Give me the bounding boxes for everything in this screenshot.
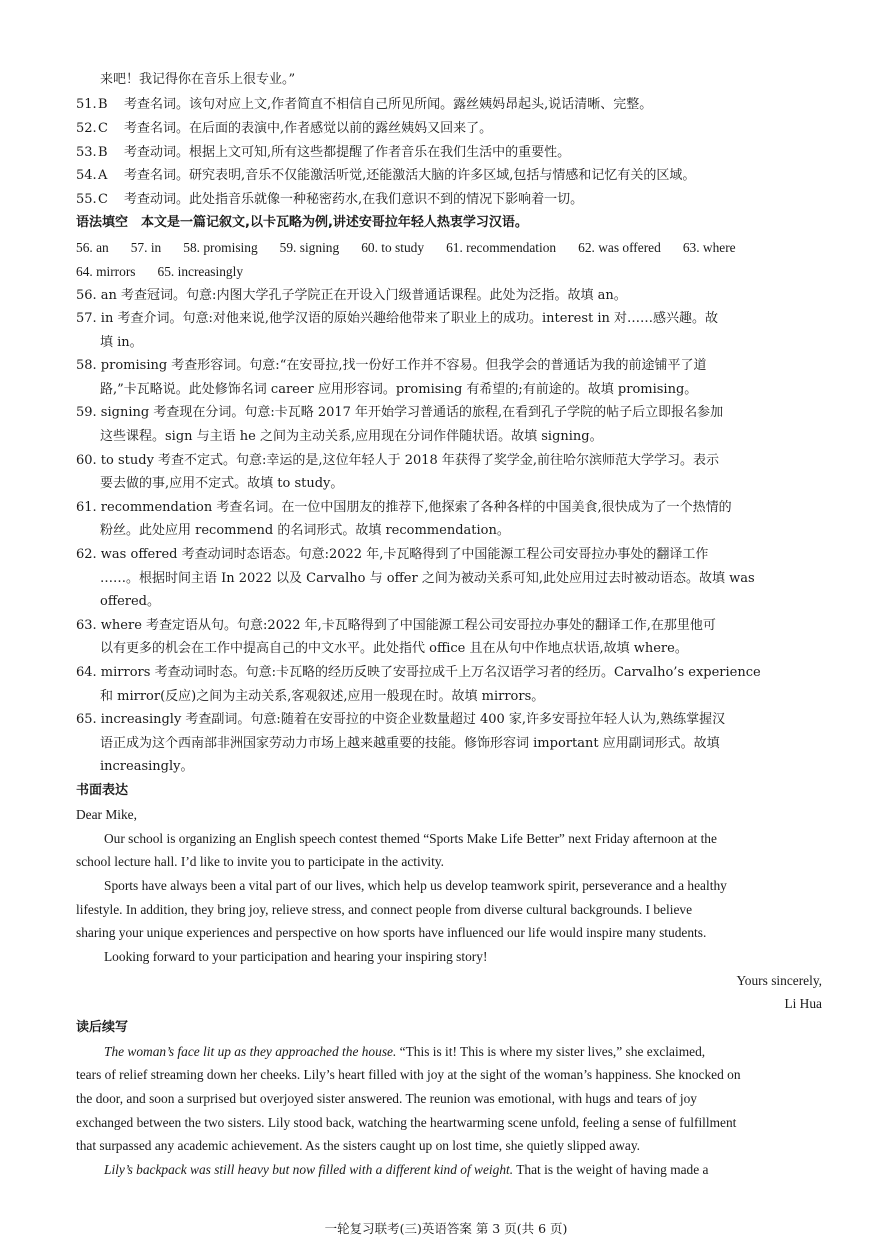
continuation-opening-sentence: Lily’s backpack was still heavy but now filled with a different kind of weight.	[104, 1162, 514, 1177]
explanation-line: 59. signing 考查现在分词。句意:卡瓦略 2017 年开始学习普通话的旅程,在看到孔子学院的帖子后立即报名参加	[76, 405, 724, 420]
mc-text: 考查动词。根据上文可知,所有这些都提醒了作者音乐在我们生活中的重要性。	[124, 145, 571, 160]
grammar-answer: 56. an	[76, 240, 109, 255]
letter-signature: Li Hua	[784, 996, 822, 1011]
explanation-line: increasingly。	[100, 759, 194, 774]
mc-item	[76, 144, 826, 162]
explanation-line: 60. to study 考查不定式。句意:幸运的是,这位年轻人于 2018 年获得了奖学金,前往哈尔滨师范大学学习。表示	[76, 453, 720, 468]
letter-salutation: Dear Mike,	[76, 807, 137, 822]
mc-num: 52.	[76, 121, 97, 136]
grammar-answer: 61. recommendation	[446, 240, 557, 255]
writing-heading: 书面表达	[76, 783, 129, 798]
explanation-line: 语正成为这个西南部非洲国家劳动力市场上越来越重要的技能。修饰形容词 important 应用副词形式。故填	[100, 736, 720, 751]
explanation-line: 和 mirror(反应)之间为主动关系,客观叙述,应用一般现在时。故填 mirrors。	[100, 689, 545, 704]
mc-text: 考查动词。此处指音乐就像一种秘密药水,在我们意识不到的情况下影响着一切。	[124, 192, 584, 207]
mc-key: B	[98, 145, 108, 160]
continuation-line	[104, 1043, 826, 1061]
explanation-line: 56. an 考查冠词。句意:内图大学孔子学院正在开设入门级普通话课程。此处为泛指。故填 an。	[76, 288, 627, 303]
grammar-answers-row-1	[76, 239, 826, 257]
intro-line: 来吧！我记得你在音乐上很专业。”	[100, 72, 296, 87]
explanation-line: 以有更多的机会在工作中提高自己的中文水平。此处指代 office 且在从句中作地点状语,故填 where。	[100, 641, 688, 656]
grammar-answer: 57. in	[130, 240, 162, 255]
letter-line: lifestyle. In addition, they bring joy, relieve stress, and connect people from diverse cultural backgrounds. I believe	[76, 902, 693, 917]
mc-item	[76, 96, 826, 114]
mc-num: 55.	[76, 192, 97, 207]
mc-item	[76, 191, 826, 209]
mc-text: 考查名词。该句对应上文,作者简直不相信自己所见所闻。露丝姨妈昂起头,说话清晰、完整。	[124, 97, 653, 112]
mc-item	[76, 120, 826, 138]
grammar-answer: 64. mirrors	[76, 264, 136, 279]
letter-line: school lecture hall. I’d like to invite you to participate in the activity.	[76, 854, 445, 869]
continuation-text: That is the weight of having made a	[513, 1162, 709, 1177]
explanation-line: ……。根据时间主语 In 2022 以及 Carvalho 与 offer 之间为被动关系可知,此处应用过去时被动语态。故填 was	[100, 571, 755, 586]
grammar-answer: 59. signing	[279, 240, 340, 255]
explanation-line: 62. was offered 考查动词时态语态。句意:2022 年,卡瓦略得到了中国能源工程公司安哥拉办事处的翻译工作	[76, 547, 709, 562]
grammar-answer: 63. where	[682, 240, 736, 255]
letter-line: Our school is organizing an English speech contest themed “Sports Make Life Better” next Friday afternoon at the	[104, 831, 717, 846]
grammar-answer: 62. was offered	[578, 240, 661, 255]
page-footer: 一轮复习联考(三)英语答案 第 3 页(共 6 页)	[324, 1221, 568, 1236]
explanation-line: 路,”卡瓦略说。此处修饰名词 career 应用形容词。promising 有希望的;有前途的。故填 promising。	[100, 382, 698, 397]
mc-key: C	[98, 192, 108, 207]
grammar-answer: 65. increasingly	[157, 264, 244, 279]
mc-num: 53.	[76, 145, 97, 160]
mc-key: C	[98, 121, 108, 136]
explanation-line: 65. increasingly 考查副词。句意:随着在安哥拉的中资企业数量超过 400 家,许多安哥拉年轻人认为,熟练掌握汉	[76, 712, 726, 727]
mc-key: A	[98, 168, 108, 183]
continuation-line: the door, and soon a surprised but overjoyed sister answered. The reunion was emotional, with hugs and tears of joy	[76, 1091, 697, 1106]
mc-num: 54.	[76, 168, 97, 183]
explanation-line: 填 in。	[100, 335, 143, 350]
mc-text: 考查名词。研究表明,音乐不仅能激活听觉,还能激活大脑的许多区域,包括与情感和记忆有关的区域。	[124, 168, 696, 183]
continuation-line: exchanged between the two sisters. Lily stood back, watching the heartwarming scene unfold, feeling a sense of fulfillment	[76, 1115, 737, 1130]
mc-item	[76, 167, 826, 185]
letter-line: sharing your unique experiences and perspective on how sports have influenced our life would inspire many students.	[76, 925, 707, 940]
letter-closing: Yours sincerely,	[736, 973, 822, 988]
explanation-line: 这些课程。sign 与主语 he 之间为主动关系,应用现在分词作伴随状语。故填 signing。	[100, 429, 603, 444]
explanation-line: 粉丝。此处应用 recommend 的名词形式。故填 recommendation。	[100, 523, 510, 538]
continuation-line: tears of relief streaming down her cheeks. Lily’s heart filled with joy at the sight of the woman’s happiness. She knocked on	[76, 1067, 741, 1082]
grammar-heading: 语法填空 本文是一篇记叙文,以卡瓦略为例,讲述安哥拉年轻人热衷学习汉语。	[76, 215, 528, 230]
explanation-line: 64. mirrors 考查动词时态。句意:卡瓦略的经历反映了安哥拉成千上万名汉语学习者的经历。Carvalho’s experience	[76, 665, 761, 680]
letter-line: Looking forward to your participation and hearing your inspiring story!	[104, 949, 488, 964]
explanation-line: 61. recommendation 考查名词。在一位中国朋友的推荐下,他探索了各种各样的中国美食,很快成为了一个热情的	[76, 500, 732, 515]
letter-line: Sports have always been a vital part of our lives, which help us develop teamwork spirit, perseverance and a healthy	[104, 878, 727, 893]
mc-key: B	[98, 97, 108, 112]
continuation-heading: 读后续写	[76, 1020, 129, 1035]
explanation-line: 58. promising 考查形容词。句意:“在安哥拉,找一份好工作并不容易。但我学会的普通话为我的前途铺平了道	[76, 358, 707, 373]
grammar-answer: 58. promising	[183, 240, 258, 255]
explanation-line: 要去做的事,应用不定式。故填 to study。	[100, 476, 344, 491]
grammar-answers-row-2	[76, 263, 826, 281]
continuation-opening-sentence: The woman’s face lit up as they approached the house.	[104, 1044, 397, 1059]
continuation-text: “This is it! This is where my sister lives,” she exclaimed,	[396, 1044, 706, 1059]
explanation-line: 57. in 考查介词。句意:对他来说,他学汉语的原始兴趣给他带来了职业上的成功。interest in 对……感兴趣。故	[76, 311, 719, 326]
grammar-answer: 60. to study	[361, 240, 425, 255]
explanation-line: offered。	[100, 594, 160, 609]
mc-text: 考查名词。在后面的表演中,作者感觉以前的露丝姨妈又回来了。	[124, 121, 493, 136]
mc-num: 51.	[76, 97, 97, 112]
continuation-line	[104, 1161, 826, 1179]
continuation-line: that surpassed any academic achievement. As the sisters caught up on lost time, she quietly slipped away.	[76, 1138, 640, 1153]
explanation-line: 63. where 考查定语从句。句意:2022 年,卡瓦略得到了中国能源工程公司安哥拉办事处的翻译工作,在那里他可	[76, 618, 716, 633]
